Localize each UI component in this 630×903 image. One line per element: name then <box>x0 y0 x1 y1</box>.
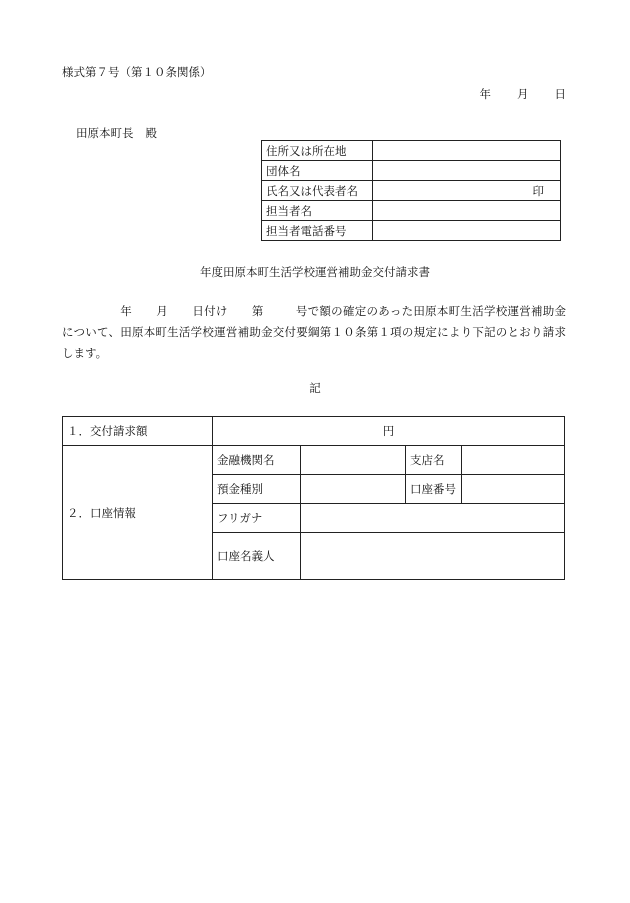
amount-field[interactable] <box>213 417 565 446</box>
address-field[interactable] <box>373 141 561 161</box>
representative-field[interactable]: 印 <box>373 181 561 201</box>
detail-table <box>62 416 565 580</box>
furigana-label: フリガナ <box>213 504 301 533</box>
bank-row <box>63 446 565 475</box>
furigana-field[interactable] <box>301 504 565 533</box>
amount-unit: 円 <box>382 424 395 438</box>
representative-label: 氏名又は代表者名 <box>262 181 373 201</box>
deposit-type-label: 預金種別 <box>213 475 301 504</box>
contact-person-label: 担当者名 <box>262 201 373 221</box>
body-dai: 第 <box>251 304 264 318</box>
addressee <box>76 125 157 141</box>
holder-label: 口座名義人 <box>213 533 301 580</box>
applicant-row-contact-phone <box>262 221 561 241</box>
branch-label: 支店名 <box>406 446 462 475</box>
branch-field[interactable] <box>462 446 565 475</box>
applicant-table <box>261 140 561 241</box>
bank-name-label: 金融機関名 <box>213 446 301 475</box>
date-month: 月 <box>517 87 529 101</box>
addressee-name: 田原本町長 <box>76 126 134 140</box>
applicant-row-representative <box>262 181 561 201</box>
deposit-type-field[interactable] <box>301 475 406 504</box>
body-text: 号で額の確定のあった田原本町生活学校運営補助金について、田原本町生活学校運営補助金交付要綱第１０条第１項の規定により下記のとおり請求します。 <box>62 304 567 360</box>
organization-field[interactable] <box>373 161 561 181</box>
organization-label: 団体名 <box>262 161 373 181</box>
contact-person-field[interactable] <box>373 201 561 221</box>
account-number-label: 口座番号 <box>406 475 462 504</box>
ki-heading: 記 <box>309 381 321 395</box>
applicant-row-organization <box>262 161 561 181</box>
form-number: 様式第７号（第１０条関係） <box>62 65 212 79</box>
body-paragraph <box>62 301 566 364</box>
document-title: 年度田原本町生活学校運営補助金交付請求書 <box>200 265 430 279</box>
applicant-row-address <box>262 141 561 161</box>
applicant-row-contact-person <box>262 201 561 221</box>
date-line <box>480 86 567 102</box>
amount-row <box>63 417 565 446</box>
date-year: 年 <box>479 87 491 101</box>
contact-phone-field[interactable] <box>373 221 561 241</box>
contact-phone-label: 担当者電話番号 <box>262 221 373 241</box>
bank-name-field[interactable] <box>301 446 406 475</box>
body-day-suffix: 日付け <box>192 304 228 318</box>
body-year: 年 <box>120 304 133 318</box>
addressee-honorific: 殿 <box>145 126 157 140</box>
address-label: 住所又は所在地 <box>262 141 373 161</box>
amount-label: １．交付請求額 <box>63 417 213 446</box>
account-number-field[interactable] <box>462 475 565 504</box>
account-info-label: ２．口座情報 <box>63 446 213 580</box>
date-day: 日 <box>554 87 566 101</box>
body-month: 月 <box>156 304 169 318</box>
holder-field[interactable] <box>301 533 565 580</box>
